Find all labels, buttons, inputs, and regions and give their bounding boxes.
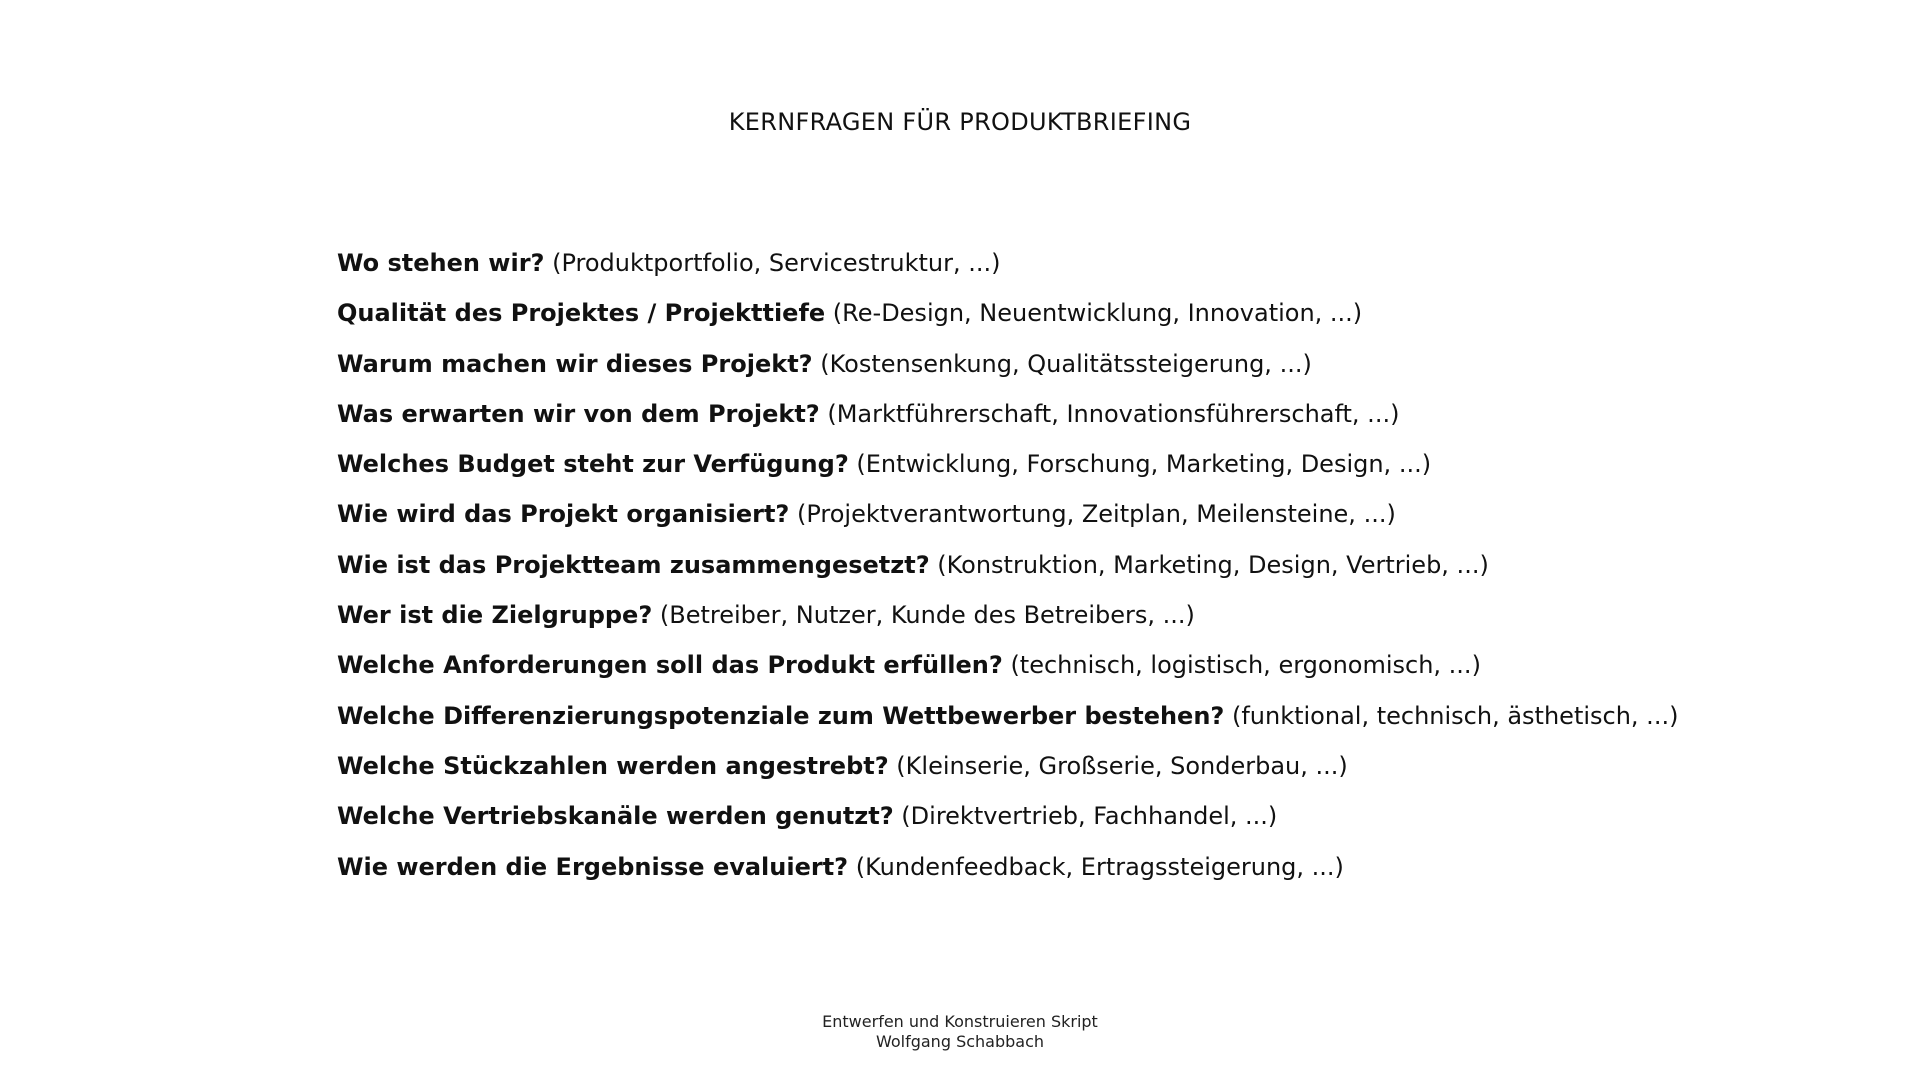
question-text: Qualität des Projektes / Projekttiefe [337, 299, 826, 328]
question-detail: (Projektverantwortung, Zeitplan, Meilensteine, ...) [789, 500, 1396, 529]
question-item [337, 439, 1678, 489]
question-detail: (Kleinserie, Großserie, Sonderbau, ...) [888, 751, 1348, 780]
question-detail: (funktional, technisch, ästhetisch, ...) [1224, 701, 1679, 730]
question-detail: (Kostensenkung, Qualitätssteigerung, ...) [812, 349, 1312, 378]
question-detail: (Kundenfeedback, Ertragssteigerung, ...) [848, 852, 1344, 881]
question-list [337, 238, 1678, 892]
question-detail: (Direktvertrieb, Fachhandel, ...) [893, 802, 1278, 831]
question-detail: (Betreiber, Nutzer, Kunde des Betreibers, ...) [652, 601, 1195, 630]
question-text: Wo stehen wir? [337, 249, 545, 277]
footer-script-title: Entwerfen und Konstruieren Skript [822, 1012, 1098, 1031]
question-text: Welche Anforderungen soll das Produkt erfüllen? [337, 651, 1003, 680]
question-text: Wer ist die Zielgruppe? [337, 601, 653, 630]
question-item [337, 288, 1678, 338]
question-detail: (Re-Design, Neuentwicklung, Innovation, ...) [825, 299, 1363, 328]
question-item [337, 741, 1678, 791]
question-text: Was erwarten wir von dem Projekt? [337, 399, 820, 428]
question-item [337, 339, 1678, 389]
question-item [337, 640, 1678, 690]
question-text: Warum machen wir dieses Projekt? [337, 349, 813, 378]
question-detail: (technisch, logistisch, ergonomisch, ...) [1002, 651, 1481, 680]
footer [0, 1012, 1920, 1052]
question-item [337, 791, 1678, 841]
question-item [337, 590, 1678, 640]
footer-author: Wolfgang Schabbach [875, 1032, 1045, 1051]
question-item [337, 691, 1678, 741]
question-detail: (Marktführerschaft, Innovationsführerschaft, ...) [819, 399, 1400, 428]
question-text: Welche Vertriebskanäle werden genutzt? [337, 802, 894, 831]
question-text: Wie werden die Ergebnisse evaluiert? [337, 852, 849, 881]
question-item [337, 238, 1678, 288]
question-detail: (Konstruktion, Marketing, Design, Vertrieb, ...) [929, 550, 1489, 579]
question-text: Welche Differenzierungspotenziale zum Wettbewerber bestehen? [337, 701, 1225, 730]
question-text: Wie ist das Projektteam zusammengesetzt? [337, 550, 930, 579]
question-detail: (Produktportfolio, Servicestruktur, ...) [544, 249, 1001, 277]
question-item [337, 540, 1678, 590]
question-item [337, 842, 1678, 892]
page-title: KERNFRAGEN FÜR PRODUKTBRIEFING [728, 108, 1192, 136]
question-text: Wie wird das Projekt organisiert? [337, 500, 790, 529]
question-detail: (Entwicklung, Forschung, Marketing, Design, ...) [848, 450, 1432, 479]
question-text: Welche Stückzahlen werden angestrebt? [337, 751, 889, 780]
question-item [337, 489, 1678, 539]
question-item [337, 389, 1678, 439]
question-text: Welches Budget steht zur Verfügung? [337, 450, 849, 479]
